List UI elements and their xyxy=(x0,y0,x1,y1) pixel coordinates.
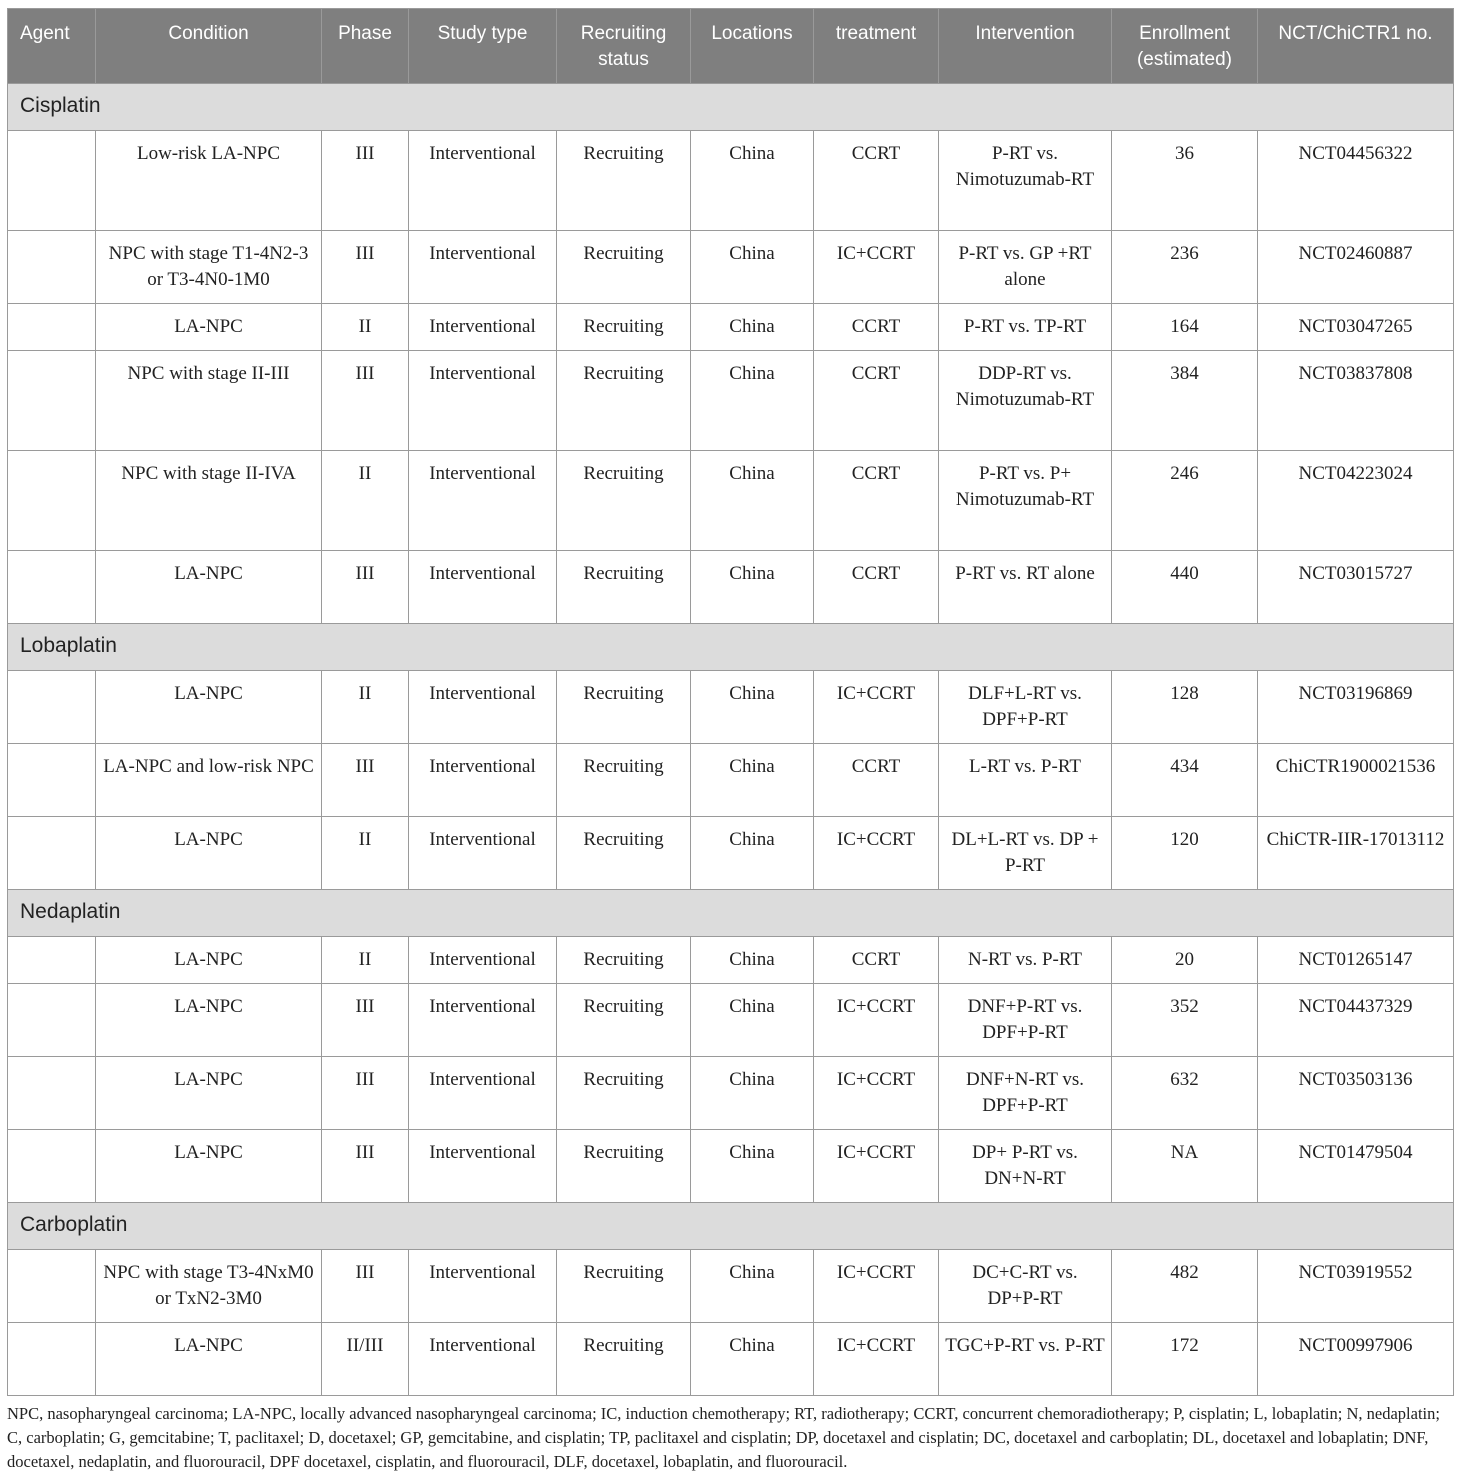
cell-agent xyxy=(8,131,96,231)
cell-locations: China xyxy=(691,1250,814,1323)
cell-recruiting-status: Recruiting xyxy=(557,131,691,231)
cell-enrollment: NA xyxy=(1112,1130,1258,1203)
cell-trial-number: NCT01479504 xyxy=(1258,1130,1454,1203)
cell-trial-number: NCT00997906 xyxy=(1258,1323,1454,1396)
cell-agent xyxy=(8,551,96,624)
cell-recruiting-status: Recruiting xyxy=(557,351,691,451)
cell-trial-number: NCT04456322 xyxy=(1258,131,1454,231)
cell-intervention: DLF+L-RT vs. DPF+P-RT xyxy=(939,671,1112,744)
cell-intervention: N-RT vs. P-RT xyxy=(939,937,1112,984)
table-row xyxy=(8,131,1454,231)
cell-study-type: Interventional xyxy=(409,1130,557,1203)
cell-treatment: IC+CCRT xyxy=(814,1057,939,1130)
agent-group-row xyxy=(8,84,1454,131)
cell-trial-number: ChiCTR1900021536 xyxy=(1258,744,1454,817)
cell-phase: III xyxy=(322,1057,409,1130)
cell-study-type: Interventional xyxy=(409,551,557,624)
cell-enrollment: 20 xyxy=(1112,937,1258,984)
cell-phase: II xyxy=(322,937,409,984)
cell-enrollment: 440 xyxy=(1112,551,1258,624)
agent-group-row xyxy=(8,624,1454,671)
cell-phase: II xyxy=(322,671,409,744)
cell-phase: II/III xyxy=(322,1323,409,1396)
cell-study-type: Interventional xyxy=(409,131,557,231)
cell-treatment: IC+CCRT xyxy=(814,817,939,890)
cell-condition: LA-NPC xyxy=(96,551,322,624)
header-treatment: treatment xyxy=(814,9,939,84)
header-enrollment: Enrollment (estimated) xyxy=(1112,9,1258,84)
cell-study-type: Interventional xyxy=(409,1057,557,1130)
cell-enrollment: 482 xyxy=(1112,1250,1258,1323)
cell-intervention: L-RT vs. P-RT xyxy=(939,744,1112,817)
cell-treatment: CCRT xyxy=(814,131,939,231)
header-agent: Agent xyxy=(8,9,96,84)
cell-enrollment: 128 xyxy=(1112,671,1258,744)
cell-intervention: DNF+P-RT vs. DPF+P-RT xyxy=(939,984,1112,1057)
cell-locations: China xyxy=(691,131,814,231)
table-row xyxy=(8,744,1454,817)
cell-locations: China xyxy=(691,937,814,984)
cell-locations: China xyxy=(691,351,814,451)
cell-treatment: IC+CCRT xyxy=(814,1250,939,1323)
cell-treatment: IC+CCRT xyxy=(814,1130,939,1203)
cell-study-type: Interventional xyxy=(409,817,557,890)
cell-agent xyxy=(8,231,96,304)
cell-treatment: CCRT xyxy=(814,304,939,351)
cell-condition: NPC with stage T3-4NxM0 or TxN2-3M0 xyxy=(96,1250,322,1323)
cell-enrollment: 434 xyxy=(1112,744,1258,817)
cell-phase: III xyxy=(322,1250,409,1323)
cell-study-type: Interventional xyxy=(409,671,557,744)
cell-enrollment: 632 xyxy=(1112,1057,1258,1130)
cell-condition: NPC with stage II-IVA xyxy=(96,451,322,551)
cell-agent xyxy=(8,1250,96,1323)
header-condition: Condition xyxy=(96,9,322,84)
cell-recruiting-status: Recruiting xyxy=(557,1323,691,1396)
cell-recruiting-status: Recruiting xyxy=(557,671,691,744)
table-row xyxy=(8,351,1454,451)
cell-treatment: CCRT xyxy=(814,937,939,984)
cell-recruiting-status: Recruiting xyxy=(557,231,691,304)
cell-locations: China xyxy=(691,1130,814,1203)
cell-agent xyxy=(8,671,96,744)
cell-treatment: CCRT xyxy=(814,744,939,817)
cell-treatment: IC+CCRT xyxy=(814,231,939,304)
cell-enrollment: 352 xyxy=(1112,984,1258,1057)
cell-study-type: Interventional xyxy=(409,231,557,304)
header-study-type: Study type xyxy=(409,9,557,84)
table-row xyxy=(8,304,1454,351)
cell-trial-number: NCT03837808 xyxy=(1258,351,1454,451)
cell-intervention: TGC+P-RT vs. P-RT xyxy=(939,1323,1112,1396)
header-recruiting-status: Recruiting status xyxy=(557,9,691,84)
cell-treatment: IC+CCRT xyxy=(814,984,939,1057)
cell-trial-number: NCT03047265 xyxy=(1258,304,1454,351)
cell-intervention: DL+L-RT vs. DP + P-RT xyxy=(939,817,1112,890)
cell-phase: III xyxy=(322,131,409,231)
cell-study-type: Interventional xyxy=(409,1250,557,1323)
table-row xyxy=(8,937,1454,984)
cell-phase: III xyxy=(322,1130,409,1203)
cell-trial-number: NCT01265147 xyxy=(1258,937,1454,984)
cell-locations: China xyxy=(691,451,814,551)
table-row xyxy=(8,1130,1454,1203)
header-trial-number: NCT/ChiCTR1 no. xyxy=(1258,9,1454,84)
cell-study-type: Interventional xyxy=(409,351,557,451)
cell-study-type: Interventional xyxy=(409,744,557,817)
cell-agent xyxy=(8,1057,96,1130)
cell-trial-number: NCT04223024 xyxy=(1258,451,1454,551)
header-phase: Phase xyxy=(322,9,409,84)
cell-condition: LA-NPC xyxy=(96,671,322,744)
table-body xyxy=(8,84,1454,1396)
cell-phase: II xyxy=(322,451,409,551)
cell-agent xyxy=(8,817,96,890)
header-row xyxy=(8,9,1454,84)
cell-condition: NPC with stage II-III xyxy=(96,351,322,451)
cell-trial-number: NCT04437329 xyxy=(1258,984,1454,1057)
cell-study-type: Interventional xyxy=(409,937,557,984)
cell-intervention: DP+ P-RT vs. DN+N-RT xyxy=(939,1130,1112,1203)
cell-locations: China xyxy=(691,817,814,890)
agent-group-label: Lobaplatin xyxy=(8,624,1454,671)
agent-group-label: Nedaplatin xyxy=(8,890,1454,937)
cell-locations: China xyxy=(691,744,814,817)
cell-phase: II xyxy=(322,817,409,890)
cell-treatment: CCRT xyxy=(814,551,939,624)
cell-intervention: P-RT vs. TP-RT xyxy=(939,304,1112,351)
cell-recruiting-status: Recruiting xyxy=(557,744,691,817)
cell-phase: III xyxy=(322,551,409,624)
cell-trial-number: NCT03015727 xyxy=(1258,551,1454,624)
cell-condition: LA-NPC xyxy=(96,817,322,890)
cell-condition: LA-NPC xyxy=(96,984,322,1057)
cell-recruiting-status: Recruiting xyxy=(557,1250,691,1323)
table-row xyxy=(8,1250,1454,1323)
cell-locations: China xyxy=(691,984,814,1057)
cell-intervention: P-RT vs. Nimotuzumab-RT xyxy=(939,131,1112,231)
trials-table-container xyxy=(7,8,1453,1396)
header-locations: Locations xyxy=(691,9,814,84)
cell-agent xyxy=(8,351,96,451)
cell-trial-number: NCT03196869 xyxy=(1258,671,1454,744)
cell-recruiting-status: Recruiting xyxy=(557,551,691,624)
cell-enrollment: 384 xyxy=(1112,351,1258,451)
cell-locations: China xyxy=(691,671,814,744)
cell-locations: China xyxy=(691,304,814,351)
cell-recruiting-status: Recruiting xyxy=(557,1057,691,1130)
cell-phase: III xyxy=(322,984,409,1057)
cell-study-type: Interventional xyxy=(409,984,557,1057)
cell-enrollment: 172 xyxy=(1112,1323,1258,1396)
cell-treatment: IC+CCRT xyxy=(814,1323,939,1396)
table-row xyxy=(8,551,1454,624)
cell-trial-number: NCT03503136 xyxy=(1258,1057,1454,1130)
cell-recruiting-status: Recruiting xyxy=(557,937,691,984)
cell-study-type: Interventional xyxy=(409,451,557,551)
cell-agent xyxy=(8,744,96,817)
cell-condition: LA-NPC xyxy=(96,1057,322,1130)
cell-locations: China xyxy=(691,551,814,624)
cell-intervention: P-RT vs. P+ Nimotuzumab-RT xyxy=(939,451,1112,551)
cell-phase: III xyxy=(322,231,409,304)
cell-agent xyxy=(8,1323,96,1396)
cell-condition: NPC with stage T1-4N2-3 or T3-4N0-1M0 xyxy=(96,231,322,304)
cell-condition: LA-NPC xyxy=(96,1130,322,1203)
cell-locations: China xyxy=(691,1057,814,1130)
cell-recruiting-status: Recruiting xyxy=(557,984,691,1057)
cell-condition: LA-NPC and low-risk NPC xyxy=(96,744,322,817)
cell-trial-number: NCT03919552 xyxy=(1258,1250,1454,1323)
cell-phase: III xyxy=(322,351,409,451)
cell-phase: II xyxy=(322,304,409,351)
cell-intervention: DC+C-RT vs. DP+P-RT xyxy=(939,1250,1112,1323)
table-row xyxy=(8,817,1454,890)
cell-enrollment: 36 xyxy=(1112,131,1258,231)
table-row xyxy=(8,1057,1454,1130)
cell-treatment: CCRT xyxy=(814,351,939,451)
table-header xyxy=(8,9,1454,84)
cell-agent xyxy=(8,451,96,551)
table-row xyxy=(8,231,1454,304)
cell-treatment: CCRT xyxy=(814,451,939,551)
cell-study-type: Interventional xyxy=(409,1323,557,1396)
cell-study-type: Interventional xyxy=(409,304,557,351)
cell-agent xyxy=(8,937,96,984)
cell-recruiting-status: Recruiting xyxy=(557,304,691,351)
cell-locations: China xyxy=(691,231,814,304)
cell-agent xyxy=(8,304,96,351)
table-row xyxy=(8,451,1454,551)
table-footnote: NPC, nasopharyngeal carcinoma; LA-NPC, locally advanced nasopharyngeal carcinoma; IC, induction chemotherapy; RT, radiotherapy; CCRT, concurrent chemoradiotherapy; P, cisplatin; L, lobaplatin; N, nedaplatin; C, carboplatin; G, gemcitabine; T, paclitaxel; D, docetaxel; GP, gemcitabine, and cisplatin; TP, paclitaxel and cisplatin; DP, docetaxel and cisplatin; DC, docetaxel and carboplatin; DL, docetaxel and lobaplatin; DNF, docetaxel, nedaplatin, and fluorouracil, DPF docetaxel, cisplatin, and fluorouracil, DLF, docetaxel, lobaplatin, and fluorouracil. xyxy=(7,1404,1440,1471)
cell-recruiting-status: Recruiting xyxy=(557,1130,691,1203)
table-row xyxy=(8,671,1454,744)
cell-enrollment: 236 xyxy=(1112,231,1258,304)
agent-group-label: Cisplatin xyxy=(8,84,1454,131)
cell-intervention: P-RT vs. RT alone xyxy=(939,551,1112,624)
cell-agent xyxy=(8,1130,96,1203)
cell-condition: LA-NPC xyxy=(96,304,322,351)
agent-group-row xyxy=(8,1203,1454,1250)
cell-phase: III xyxy=(322,744,409,817)
cell-agent xyxy=(8,984,96,1057)
cell-trial-number: ChiCTR-IIR-17013112 xyxy=(1258,817,1454,890)
cell-recruiting-status: Recruiting xyxy=(557,451,691,551)
cell-recruiting-status: Recruiting xyxy=(557,817,691,890)
table-row xyxy=(8,984,1454,1057)
cell-locations: China xyxy=(691,1323,814,1396)
agent-group-label: Carboplatin xyxy=(8,1203,1454,1250)
header-intervention: Intervention xyxy=(939,9,1112,84)
cell-enrollment: 120 xyxy=(1112,817,1258,890)
cell-treatment: IC+CCRT xyxy=(814,671,939,744)
cell-trial-number: NCT02460887 xyxy=(1258,231,1454,304)
cell-condition: LA-NPC xyxy=(96,937,322,984)
agent-group-row xyxy=(8,890,1454,937)
cell-condition: LA-NPC xyxy=(96,1323,322,1396)
cell-condition: Low-risk LA-NPC xyxy=(96,131,322,231)
cell-enrollment: 164 xyxy=(1112,304,1258,351)
cell-intervention: DDP-RT vs. Nimotuzumab-RT xyxy=(939,351,1112,451)
table-row xyxy=(8,1323,1454,1396)
cell-intervention: DNF+N-RT vs. DPF+P-RT xyxy=(939,1057,1112,1130)
cell-intervention: P-RT vs. GP +RT alone xyxy=(939,231,1112,304)
clinical-trials-table xyxy=(7,8,1454,1396)
cell-enrollment: 246 xyxy=(1112,451,1258,551)
